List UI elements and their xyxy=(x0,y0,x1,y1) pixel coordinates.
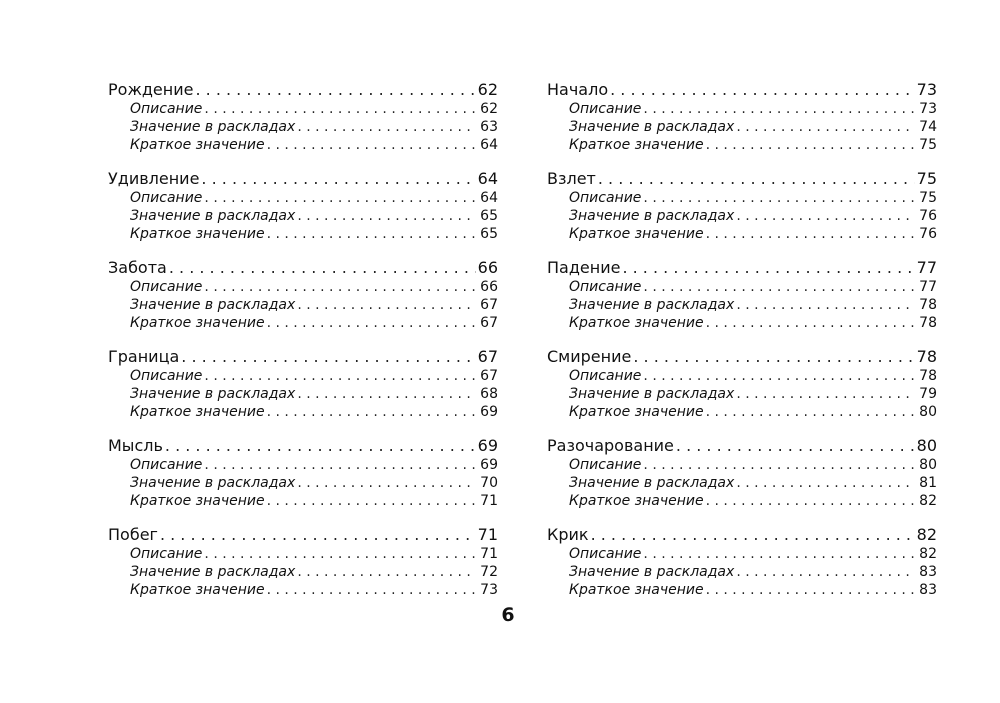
toc-subentry-page: 75 xyxy=(919,190,937,206)
toc-subentry-page: 69 xyxy=(480,457,498,473)
toc-subentry-label: Описание xyxy=(569,546,642,562)
toc-entry-title: Взлет xyxy=(547,169,596,188)
toc-section xyxy=(108,347,498,421)
toc-subentry-label: Значение в раскладах xyxy=(130,564,296,580)
toc-subentry-page: 83 xyxy=(919,564,937,580)
toc-subentry-page: 63 xyxy=(480,119,498,135)
toc-subentry-label: Описание xyxy=(569,457,642,473)
dot-leader xyxy=(589,525,915,545)
dot-leader xyxy=(641,545,915,563)
toc-entry-title: Разочарование xyxy=(547,436,674,455)
toc-entry[interactable] xyxy=(547,258,937,278)
dot-leader xyxy=(199,169,476,189)
toc-subentry[interactable] xyxy=(108,207,498,225)
toc-entry[interactable] xyxy=(108,347,498,367)
dot-leader xyxy=(734,563,915,581)
dot-leader xyxy=(704,314,915,332)
dot-leader xyxy=(265,136,476,154)
dot-leader xyxy=(631,347,915,367)
toc-entry[interactable] xyxy=(108,525,498,545)
toc-entry-title: Мысль xyxy=(108,436,163,455)
toc-section xyxy=(108,80,498,154)
toc-subentry[interactable] xyxy=(547,367,937,385)
toc-subentry[interactable] xyxy=(108,474,498,492)
dot-leader xyxy=(295,207,476,225)
toc-entry[interactable] xyxy=(547,169,937,189)
toc-subentry-page: 78 xyxy=(919,315,937,331)
toc-subentry-label: Значение в раскладах xyxy=(569,297,735,313)
toc-subentry-label: Краткое значение xyxy=(569,226,704,242)
toc-subentry[interactable] xyxy=(547,385,937,403)
toc-entry-page: 73 xyxy=(916,80,937,99)
toc-subentry-label: Описание xyxy=(130,546,203,562)
toc-subentry-page: 83 xyxy=(919,582,937,598)
toc-subentry-label: Краткое значение xyxy=(569,315,704,331)
toc-entry-title: Падение xyxy=(547,258,621,277)
dot-leader xyxy=(202,456,476,474)
dot-leader xyxy=(596,169,915,189)
dot-leader xyxy=(704,492,915,510)
toc-entry[interactable] xyxy=(547,436,937,456)
dot-leader xyxy=(265,225,476,243)
dot-leader xyxy=(202,278,476,296)
toc-subentry-label: Краткое значение xyxy=(130,226,265,242)
toc-entry[interactable] xyxy=(547,525,937,545)
dot-leader xyxy=(641,278,915,296)
dot-leader xyxy=(704,581,915,599)
toc-subentry-page: 69 xyxy=(480,404,498,420)
toc-entry-page: 69 xyxy=(477,436,498,455)
dot-leader xyxy=(158,525,476,545)
toc-entry-title: Забота xyxy=(108,258,167,277)
toc-subentry-page: 82 xyxy=(919,546,937,562)
dot-leader xyxy=(167,258,476,278)
toc-subentry[interactable] xyxy=(108,563,498,581)
toc-subentry-page: 62 xyxy=(480,101,498,117)
toc-subentry[interactable] xyxy=(108,314,498,332)
toc-subentry[interactable] xyxy=(547,118,937,136)
dot-leader xyxy=(295,474,476,492)
toc-subentry-label: Краткое значение xyxy=(569,404,704,420)
toc-subentry-page: 72 xyxy=(480,564,498,580)
toc-subentry-label: Значение в раскладах xyxy=(569,119,735,135)
toc-subentry[interactable] xyxy=(108,118,498,136)
page-number: 6 xyxy=(501,604,515,626)
toc-section xyxy=(547,525,937,599)
toc-subentry-page: 71 xyxy=(480,546,498,562)
toc-subentry-label: Описание xyxy=(569,190,642,206)
dot-leader xyxy=(734,474,915,492)
dot-leader xyxy=(295,385,476,403)
toc-subentry-page: 75 xyxy=(919,137,937,153)
toc-entry-page: 78 xyxy=(916,347,937,366)
toc-entry[interactable] xyxy=(108,169,498,189)
toc-subentry-page: 82 xyxy=(919,493,937,509)
toc-entry-title: Рождение xyxy=(108,80,194,99)
toc-subentry[interactable] xyxy=(547,314,937,332)
toc-subentry[interactable] xyxy=(547,296,937,314)
dot-leader xyxy=(193,80,476,100)
dot-leader xyxy=(295,563,476,581)
dot-leader xyxy=(734,385,915,403)
toc-subentry-label: Значение в раскладах xyxy=(569,386,735,402)
toc-subentry-label: Описание xyxy=(130,457,203,473)
toc-subentry-label: Краткое значение xyxy=(569,493,704,509)
toc-subentry[interactable] xyxy=(108,225,498,243)
toc-subentry[interactable] xyxy=(108,492,498,510)
dot-leader xyxy=(641,189,915,207)
toc-subentry-label: Описание xyxy=(569,279,642,295)
toc-subentry[interactable] xyxy=(547,225,937,243)
toc-entry-title: Смирение xyxy=(547,347,632,366)
toc-section xyxy=(108,525,498,599)
toc-subentry-page: 71 xyxy=(480,493,498,509)
toc-subentry[interactable] xyxy=(108,136,498,154)
toc-right-column xyxy=(547,80,937,614)
toc-subentry-page: 76 xyxy=(919,226,937,242)
toc-subentry-page: 64 xyxy=(480,137,498,153)
toc-subentry-page: 79 xyxy=(919,386,937,402)
toc-entry-page: 66 xyxy=(477,258,498,277)
toc-entry[interactable] xyxy=(547,80,937,100)
toc-subentry-label: Краткое значение xyxy=(130,493,265,509)
toc-section xyxy=(108,436,498,510)
dot-leader xyxy=(163,436,476,456)
dot-leader xyxy=(734,296,915,314)
toc-subentry[interactable] xyxy=(547,100,937,118)
toc-entry[interactable] xyxy=(108,436,498,456)
toc-subentry-label: Значение в раскладах xyxy=(569,208,735,224)
toc-entry-title: Граница xyxy=(108,347,180,366)
dot-leader xyxy=(202,100,476,118)
toc-subentry[interactable] xyxy=(547,278,937,296)
toc-subentry-label: Описание xyxy=(569,368,642,384)
toc-entry-page: 62 xyxy=(477,80,498,99)
toc-entry-page: 67 xyxy=(477,347,498,366)
dot-leader xyxy=(179,347,476,367)
toc-subentry-page: 77 xyxy=(919,279,937,295)
toc-subentry-page: 80 xyxy=(919,457,937,473)
toc-subentry-label: Значение в раскладах xyxy=(569,564,735,580)
toc-entry-page: 71 xyxy=(477,525,498,544)
toc-subentry-label: Краткое значение xyxy=(130,404,265,420)
toc-subentry-page: 80 xyxy=(919,404,937,420)
toc-subentry[interactable] xyxy=(108,581,498,599)
toc-section xyxy=(547,258,937,332)
toc-subentry[interactable] xyxy=(108,385,498,403)
toc-subentry[interactable] xyxy=(547,136,937,154)
toc-entry-page: 64 xyxy=(477,169,498,188)
toc-subentry-page: 73 xyxy=(480,582,498,598)
toc-subentry[interactable] xyxy=(547,189,937,207)
dot-leader xyxy=(295,296,476,314)
toc-subentry-label: Значение в раскладах xyxy=(130,386,296,402)
toc-section xyxy=(547,347,937,421)
toc-subentry-label: Краткое значение xyxy=(130,137,265,153)
toc-subentry-label: Описание xyxy=(130,279,203,295)
toc-subentry-page: 67 xyxy=(480,368,498,384)
dot-leader xyxy=(641,456,915,474)
toc-subentry[interactable] xyxy=(547,403,937,421)
toc-section xyxy=(547,169,937,243)
toc-subentry-page: 78 xyxy=(919,297,937,313)
dot-leader xyxy=(620,258,915,278)
toc-entry-page: 80 xyxy=(916,436,937,455)
dot-leader xyxy=(202,189,476,207)
toc-subentry-page: 73 xyxy=(919,101,937,117)
dot-leader xyxy=(202,545,476,563)
toc-subentry-page: 76 xyxy=(919,208,937,224)
toc-section xyxy=(547,436,937,510)
toc-left-column xyxy=(108,80,498,614)
toc-subentry-page: 65 xyxy=(480,208,498,224)
toc-subentry[interactable] xyxy=(547,207,937,225)
toc-subentry-page: 74 xyxy=(919,119,937,135)
toc-subentry-page: 70 xyxy=(480,475,498,491)
toc-subentry[interactable] xyxy=(547,474,937,492)
toc-subentry[interactable] xyxy=(108,545,498,563)
toc-subentry-page: 81 xyxy=(919,475,937,491)
dot-leader xyxy=(704,225,915,243)
toc-subentry-page: 68 xyxy=(480,386,498,402)
toc-entry-title: Удивление xyxy=(108,169,200,188)
toc-subentry-label: Краткое значение xyxy=(569,137,704,153)
toc-subentry-label: Краткое значение xyxy=(569,582,704,598)
toc-entry[interactable] xyxy=(108,258,498,278)
dot-leader xyxy=(265,492,476,510)
toc-entry-page: 82 xyxy=(916,525,937,544)
toc-subentry-label: Значение в раскладах xyxy=(130,475,296,491)
dot-leader xyxy=(608,80,915,100)
toc-subentry-label: Описание xyxy=(130,101,203,117)
toc-subentry-label: Описание xyxy=(130,368,203,384)
toc-subentry[interactable] xyxy=(547,545,937,563)
toc-subentry-label: Краткое значение xyxy=(130,582,265,598)
toc-entry-title: Крик xyxy=(547,525,589,544)
toc-subentry[interactable] xyxy=(108,278,498,296)
toc-subentry[interactable] xyxy=(108,189,498,207)
dot-leader xyxy=(641,367,915,385)
toc-subentry-page: 65 xyxy=(480,226,498,242)
dot-leader xyxy=(202,367,476,385)
toc-subentry-label: Значение в раскладах xyxy=(569,475,735,491)
toc-subentry-page: 78 xyxy=(919,368,937,384)
dot-leader xyxy=(265,403,476,421)
toc-subentry-label: Описание xyxy=(569,101,642,117)
toc-subentry[interactable] xyxy=(108,367,498,385)
toc-subentry-label: Значение в раскладах xyxy=(130,208,296,224)
toc-subentry-label: Описание xyxy=(130,190,203,206)
dot-leader xyxy=(295,118,476,136)
toc-subentry[interactable] xyxy=(547,456,937,474)
toc-section xyxy=(108,258,498,332)
toc-subentry-page: 67 xyxy=(480,315,498,331)
dot-leader xyxy=(674,436,915,456)
toc-subentry[interactable] xyxy=(547,492,937,510)
toc-section xyxy=(108,169,498,243)
toc-subentry[interactable] xyxy=(108,456,498,474)
toc-entry-title: Начало xyxy=(547,80,609,99)
toc-entry[interactable] xyxy=(108,80,498,100)
dot-leader xyxy=(734,118,915,136)
toc-subentry[interactable] xyxy=(108,296,498,314)
toc-entry[interactable] xyxy=(547,347,937,367)
toc-subentry[interactable] xyxy=(108,403,498,421)
toc-section xyxy=(547,80,937,154)
toc-entry-page: 75 xyxy=(916,169,937,188)
dot-leader xyxy=(734,207,915,225)
toc-subentry-page: 67 xyxy=(480,297,498,313)
dot-leader xyxy=(265,581,476,599)
dot-leader xyxy=(265,314,476,332)
dot-leader xyxy=(704,136,915,154)
toc-subentry-label: Значение в раскладах xyxy=(130,119,296,135)
toc-subentry[interactable] xyxy=(547,563,937,581)
toc-subentry-label: Значение в раскладах xyxy=(130,297,296,313)
dot-leader xyxy=(641,100,915,118)
toc-subentry-page: 64 xyxy=(480,190,498,206)
toc-entry-title: Побег xyxy=(108,525,158,544)
dot-leader xyxy=(704,403,915,421)
toc-subentry[interactable] xyxy=(108,100,498,118)
toc-subentry[interactable] xyxy=(547,581,937,599)
toc-subentry-label: Краткое значение xyxy=(130,315,265,331)
toc-entry-page: 77 xyxy=(916,258,937,277)
toc-subentry-page: 66 xyxy=(480,279,498,295)
